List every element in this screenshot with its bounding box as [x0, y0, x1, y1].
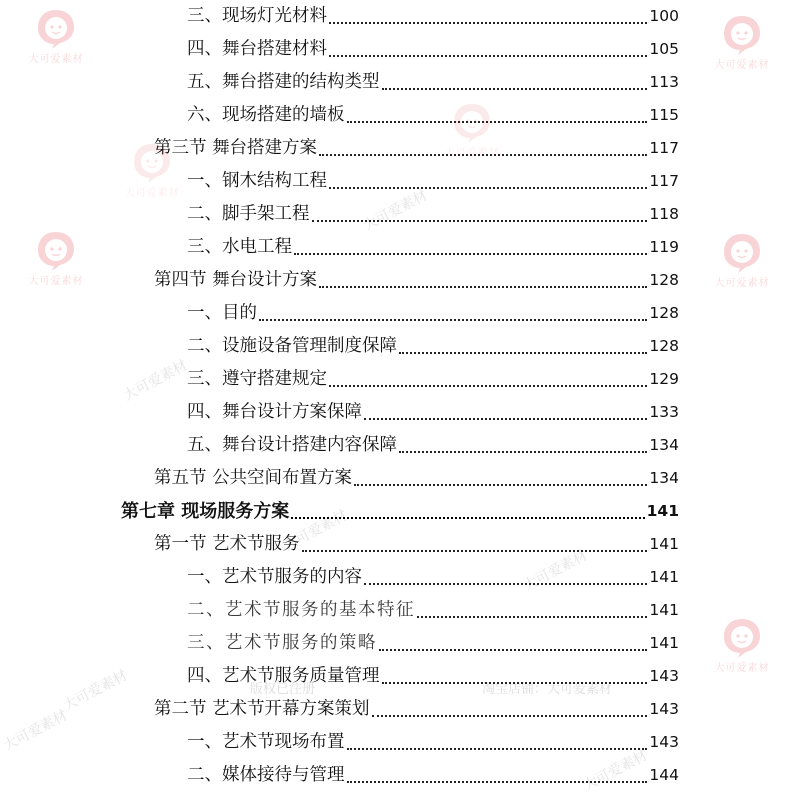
toc-entry-page-number: 100 [649, 6, 679, 25]
toc-entry-page-number: 141 [646, 501, 679, 520]
toc-entry-item [187, 726, 679, 759]
toc-entry-label: 二、艺术节服务的基本特征 [187, 599, 415, 620]
dot-leader [382, 87, 648, 90]
watermark-diagonal-text: 大可爱素材 [280, 507, 351, 555]
watermark-brand-text: 大可爱素材 [124, 188, 180, 199]
dot-leader [372, 714, 648, 717]
toc-entry-section [154, 132, 679, 165]
toc-entry-label: 三、水电工程 [187, 236, 292, 257]
toc-entry-label: 一、目的 [187, 302, 257, 323]
watermark-brand-text: 大可爱素材 [714, 60, 770, 71]
toc-entry-section [154, 462, 679, 495]
dot-leader [379, 648, 647, 651]
toc-entry-page-number: 141 [649, 567, 679, 586]
toc-entry-page-number: 128 [649, 336, 679, 355]
watermark-brand-text: 大可爱素材 [714, 663, 770, 674]
toc-entry-label: 第四节 舞台设计方案 [154, 269, 318, 290]
toc-entry-item [187, 660, 679, 693]
dot-leader [329, 21, 647, 24]
toc-entry-page-number: 128 [649, 270, 679, 289]
watermark-notice: 版权已注册 [250, 682, 316, 697]
toc-entry-item [187, 594, 679, 627]
toc-entry-item [187, 231, 679, 264]
dot-leader [329, 186, 647, 189]
dot-leader [354, 483, 647, 486]
toc-entry-item [187, 297, 679, 330]
toc-entry-item [187, 561, 679, 594]
toc-entry-page-number: 118 [649, 204, 679, 223]
toc-entry-page-number: 128 [649, 303, 679, 322]
toc-entry-label: 五、舞台设计搭建内容保障 [187, 434, 397, 455]
toc-entry-item [187, 0, 679, 33]
toc-entry-label: 二、设施设备管理制度保障 [187, 335, 397, 356]
toc-entry-page-number: 129 [649, 369, 679, 388]
toc-entry-item [187, 396, 679, 429]
toc-entry-page-number: 143 [649, 699, 679, 718]
watermark-logo [14, 228, 98, 287]
toc-entry-label: 四、舞台设计方案保障 [187, 401, 362, 422]
toc-entry-section [154, 528, 679, 561]
dot-leader [259, 318, 647, 321]
watermark-logo [700, 615, 784, 674]
toc-entry-label: 四、舞台搭建材料 [187, 38, 327, 59]
dot-leader [399, 450, 647, 453]
dot-leader [319, 285, 647, 288]
dot-leader [364, 582, 647, 585]
toc-entry-label: 一、艺术节现场布置 [187, 731, 345, 752]
toc-entry-chapter [121, 495, 679, 528]
toc-entry-page-number: 113 [649, 72, 679, 91]
watermark-logo [700, 12, 784, 71]
watermark-diagonal-text: 大可爱素材 [580, 747, 651, 795]
watermark-diagonal-text: 大可爱素材 [120, 357, 191, 405]
toc-entry-page-number: 141 [649, 600, 679, 619]
toc-entry-label: 五、舞台搭建的结构类型 [187, 71, 380, 92]
toc-entry-section [154, 264, 679, 297]
toc-entry-page-number: 134 [649, 468, 679, 487]
toc-entry-page-number: 141 [649, 633, 679, 652]
toc-entry-label: 第七章 现场服务方案 [121, 500, 290, 522]
toc-entry-page-number: 133 [649, 402, 679, 421]
dot-leader [329, 54, 647, 57]
toc-entry-label: 三、遵守搭建规定 [187, 368, 327, 389]
toc-entry-page-number: 115 [649, 105, 679, 124]
watermark-diagonal-text: 大可爱素材 [0, 707, 71, 755]
dot-leader [294, 252, 647, 255]
watermark-logo [14, 6, 98, 65]
toc-entry-page-number: 143 [649, 732, 679, 751]
dot-leader [347, 120, 648, 123]
dot-leader [382, 681, 648, 684]
toc-entry-page-number: 117 [649, 171, 679, 190]
toc-entry-page-number: 144 [649, 765, 679, 784]
toc-entry-item [187, 99, 679, 132]
watermark-diagonal-text: 大可爱素材 [520, 547, 591, 595]
toc-entry-section [154, 693, 679, 726]
toc-entry-page-number: 105 [649, 39, 679, 58]
toc-entry-item [187, 627, 679, 660]
toc-entry-label: 第三节 舞台搭建方案 [154, 137, 318, 158]
toc-entry-item [187, 198, 679, 231]
toc-entry-label: 四、艺术节服务质量管理 [187, 665, 380, 686]
toc-entry-label: 三、现场灯光材料 [187, 5, 327, 26]
toc-entry-label: 二、媒体接待与管理 [187, 764, 345, 785]
dot-leader [312, 219, 648, 222]
watermark-brand-text: 大可爱素材 [444, 148, 500, 159]
toc-entry-item [187, 33, 679, 66]
watermark-logo [700, 230, 784, 289]
watermark-diagonal-text: 大可爱素材 [60, 667, 131, 715]
toc-entry-item [187, 66, 679, 99]
toc-entry-page-number: 117 [649, 138, 679, 157]
toc-entry-page-number: 134 [649, 435, 679, 454]
dot-leader [329, 384, 647, 387]
toc-entry-item [187, 363, 679, 396]
toc-entry-label: 二、脚手架工程 [187, 203, 310, 224]
toc-entry-item [187, 429, 679, 462]
toc-entry-item [187, 330, 679, 363]
dot-leader [347, 780, 648, 783]
toc-entry-label: 第二节 艺术节开幕方案策划 [154, 698, 370, 719]
dot-leader [417, 615, 647, 618]
toc-entry-label: 第一节 艺术节服务 [154, 533, 300, 554]
toc-entry-label: 六、现场搭建的墙板 [187, 104, 345, 125]
dot-leader [347, 747, 648, 750]
dot-leader [291, 516, 644, 519]
toc-entry-label: 第五节 公共空间布置方案 [154, 467, 353, 488]
watermark-brand-text: 大可爱素材 [714, 278, 770, 289]
toc-entry-item [187, 165, 679, 198]
toc-entry-page-number: 143 [649, 666, 679, 685]
toc-entry-label: 一、艺术节服务的内容 [187, 566, 362, 587]
watermark-brand-text: 大可爱素材 [28, 276, 84, 287]
watermark-brand-text: 大可爱素材 [28, 54, 84, 65]
dot-leader [364, 417, 647, 420]
dot-leader [302, 549, 648, 552]
toc-entry-page-number: 141 [649, 534, 679, 553]
toc-entry-label: 一、钢木结构工程 [187, 170, 327, 191]
watermark-shop: 淘宝店铺：大可爱素材 [482, 682, 613, 697]
dot-leader [399, 351, 647, 354]
toc-entry-item [187, 759, 679, 792]
watermark-diagonal-text: 大可爱素材 [360, 187, 431, 235]
dot-leader [319, 153, 647, 156]
toc-entry-label: 三、艺术节服务的策略 [187, 632, 377, 653]
toc-entry-page-number: 119 [649, 237, 679, 256]
